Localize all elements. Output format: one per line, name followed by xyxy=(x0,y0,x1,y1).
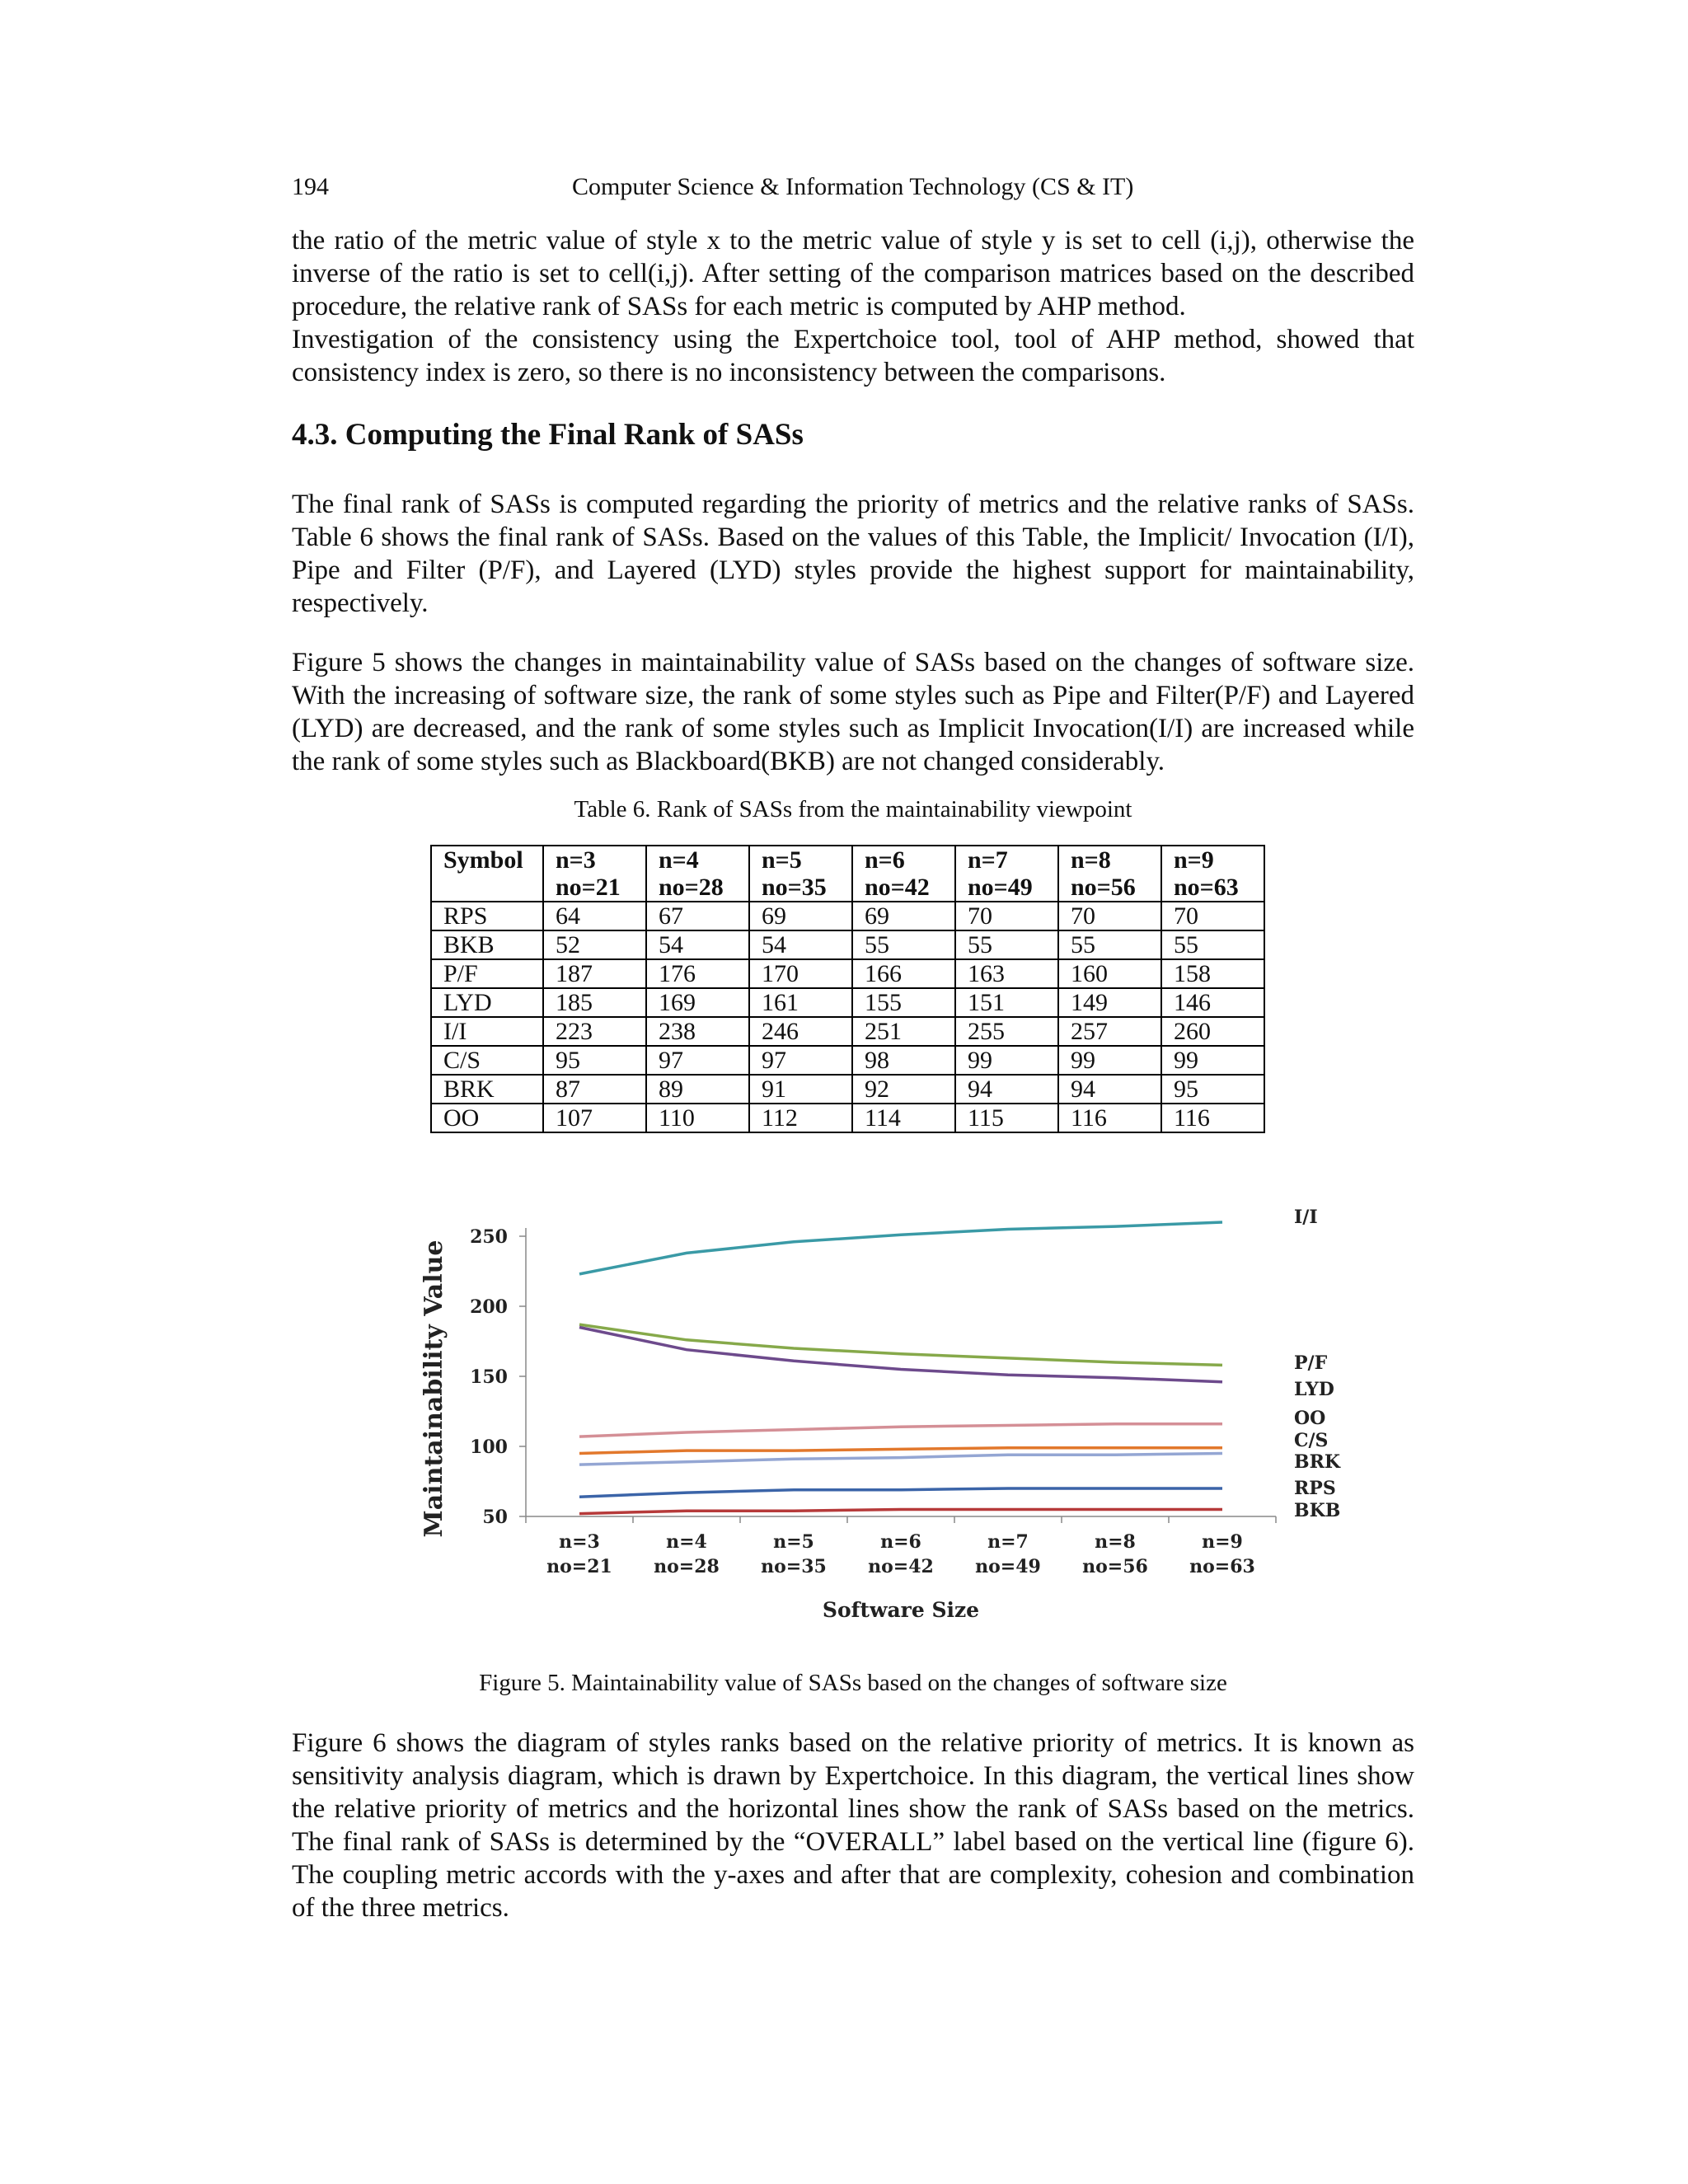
series-label: RPS xyxy=(1294,1478,1336,1499)
col-n: n=5 xyxy=(749,846,852,874)
row-symbol: OO xyxy=(431,1104,543,1132)
table-cell: 55 xyxy=(1161,930,1264,959)
table-cell: 91 xyxy=(749,1075,852,1104)
paragraph-intro xyxy=(292,224,1414,389)
table-cell: 238 xyxy=(646,1017,749,1046)
table-cell: 69 xyxy=(749,902,852,930)
table-cell: 255 xyxy=(955,1017,1058,1046)
paragraph-final-rank: The final rank of SASs is computed regarding the priority of metrics and the relative ranks of SASs. Table 6 shows the final rank of SASs. Based on the values of this Table, the Implicit/ Invocation (I/I), Pipe and Filter (P/F), and Layered (LYD) styles provide the highest support for maintainability, respectively. xyxy=(292,490,1414,618)
symbol-header: Symbol xyxy=(431,846,543,874)
y-tick-label: 100 xyxy=(470,1436,508,1458)
table-row xyxy=(431,1104,1264,1132)
table-cell: 223 xyxy=(543,1017,646,1046)
table-cell: 158 xyxy=(1161,959,1264,988)
series-line-bkb xyxy=(579,1510,1222,1514)
table-cell: 99 xyxy=(955,1046,1058,1075)
figure-caption: Figure 5. Maintainability value of SASs based on the changes of software size xyxy=(479,1670,1227,1696)
table-row xyxy=(431,1046,1264,1075)
col-n: n=7 xyxy=(955,846,1058,874)
table-cell: 97 xyxy=(646,1046,749,1075)
series-line-pf xyxy=(579,1324,1222,1365)
series-label: BRK xyxy=(1294,1451,1340,1473)
table-cell: 114 xyxy=(852,1104,955,1132)
table-cell: 70 xyxy=(1161,902,1264,930)
table-cell: 110 xyxy=(646,1104,749,1132)
table-cell: 166 xyxy=(852,959,955,988)
table-cell: 52 xyxy=(543,930,646,959)
row-symbol: C/S xyxy=(431,1046,543,1075)
table-cell: 97 xyxy=(749,1046,852,1075)
table-cell: 112 xyxy=(749,1104,852,1132)
row-symbol: I/I xyxy=(431,1017,543,1046)
table-cell: 257 xyxy=(1058,1017,1161,1046)
x-tick-label: no=42 xyxy=(868,1556,934,1577)
col-n: n=8 xyxy=(1058,846,1161,874)
x-axis-title: Software Size xyxy=(822,1598,980,1622)
table-cell: 54 xyxy=(646,930,749,959)
table-row xyxy=(431,1017,1264,1046)
table-caption: Table 6. Rank of SASs from the maintainability viewpoint xyxy=(574,796,1132,823)
x-tick-label: n=3 xyxy=(559,1531,600,1553)
table-header-row xyxy=(431,846,1264,874)
x-tick-label: n=7 xyxy=(987,1531,1029,1553)
table-cell: 70 xyxy=(955,902,1058,930)
table-cell: 99 xyxy=(1058,1046,1161,1075)
chart-labels xyxy=(1294,1207,1341,1521)
y-axis-title: Maintainability Value xyxy=(420,1240,448,1538)
col-n: n=9 xyxy=(1161,846,1264,874)
x-tick-label: no=21 xyxy=(546,1556,612,1577)
table-cell: 98 xyxy=(852,1046,955,1075)
table-cell: 55 xyxy=(1058,930,1161,959)
col-no: no=21 xyxy=(543,874,646,902)
x-tick-label: no=49 xyxy=(975,1556,1041,1577)
table-row xyxy=(431,902,1264,930)
table-cell: 160 xyxy=(1058,959,1161,988)
paragraph-figure6: Figure 6 shows the diagram of styles ranks based on the relative priority of metrics. It is known as sensitivity analysis diagram, which is drawn by Expertchoice. In this diagram, the vertical lines show the relative priority of metrics and the horizontal lines show the rank of SASs based on the metrics. The final rank of SASs is determined by the “OVERALL” label based on the vertical line (figure 6). The coupling metric accords with the y-axes and after that are complexity, cohesion and combination of the three metrics. xyxy=(292,1728,1414,1923)
row-symbol: BRK xyxy=(431,1075,543,1104)
table-cell: 146 xyxy=(1161,988,1264,1017)
col-no: no=49 xyxy=(955,874,1058,902)
table-cell: 55 xyxy=(852,930,955,959)
page-number: 194 xyxy=(292,173,329,200)
table-row xyxy=(431,1075,1264,1104)
series-label: I/I xyxy=(1294,1207,1318,1228)
table-cell: 95 xyxy=(543,1046,646,1075)
series-label: OO xyxy=(1294,1408,1326,1429)
journal-title: Computer Science & Information Technology (CS & IT) xyxy=(572,173,1134,200)
x-tick-label: no=28 xyxy=(654,1556,720,1577)
paragraph-figure5: Figure 5 shows the changes in maintainability value of SASs based on the changes of software size. With the increasing of software size, the rank of some styles such as Pipe and Filter(P/F) and Layered (LYD) are decreased, and the rank of some styles such as Implicit Invocation(I/I) are increased while the rank of some styles such as Blackboard(BKB) are not changed considerably. xyxy=(292,648,1414,776)
maintainability-chart xyxy=(396,1195,1343,1640)
y-tick-label: 50 xyxy=(482,1507,508,1528)
series-label: BKB xyxy=(1294,1500,1341,1521)
x-tick-label: n=8 xyxy=(1095,1531,1136,1553)
table-cell: 169 xyxy=(646,988,749,1017)
col-n: n=4 xyxy=(646,846,749,874)
series-line-oo xyxy=(579,1424,1222,1436)
chart-series xyxy=(579,1222,1222,1514)
table-cell: 246 xyxy=(749,1017,852,1046)
table-cell: 107 xyxy=(543,1104,646,1132)
x-tick-label: no=35 xyxy=(761,1556,827,1577)
paragraph-consistency: Investigation of the consistency using the Expertchoice tool, tool of AHP method, showed that consistency index is zero, so there is no inconsistency between the comparisons. xyxy=(292,325,1414,387)
table-cell: 99 xyxy=(1161,1046,1264,1075)
col-no: no=63 xyxy=(1161,874,1264,902)
series-label: P/F xyxy=(1294,1352,1328,1374)
table-cell: 116 xyxy=(1161,1104,1264,1132)
table-cell: 176 xyxy=(646,959,749,988)
x-tick-label: n=5 xyxy=(773,1531,814,1553)
col-no: no=42 xyxy=(852,874,955,902)
series-label: C/S xyxy=(1294,1430,1329,1451)
table-cell: 251 xyxy=(852,1017,955,1046)
series-line-cs xyxy=(579,1448,1222,1454)
y-tick-label: 200 xyxy=(470,1296,508,1318)
row-symbol: BKB xyxy=(431,930,543,959)
col-no: no=35 xyxy=(749,874,852,902)
row-symbol: P/F xyxy=(431,959,543,988)
series-line-rps xyxy=(579,1488,1222,1497)
row-symbol: RPS xyxy=(431,902,543,930)
table-row xyxy=(431,959,1264,988)
x-tick-label: n=4 xyxy=(666,1531,707,1553)
col-n: n=6 xyxy=(852,846,955,874)
x-tick-label: no=63 xyxy=(1189,1556,1255,1577)
table-cell: 115 xyxy=(955,1104,1058,1132)
rank-table xyxy=(430,845,1265,1133)
col-no: no=28 xyxy=(646,874,749,902)
table-cell: 170 xyxy=(749,959,852,988)
table-cell: 149 xyxy=(1058,988,1161,1017)
table-cell: 54 xyxy=(749,930,852,959)
table-cell: 161 xyxy=(749,988,852,1017)
table-cell: 260 xyxy=(1161,1017,1264,1046)
table-header-row xyxy=(431,874,1264,902)
table-cell: 64 xyxy=(543,902,646,930)
table-cell: 95 xyxy=(1161,1075,1264,1104)
table-cell: 151 xyxy=(955,988,1058,1017)
page-header xyxy=(292,173,1421,209)
y-tick-label: 150 xyxy=(470,1366,508,1388)
x-tick-label: n=6 xyxy=(880,1531,921,1553)
series-line-ii xyxy=(579,1222,1222,1274)
series-line-brk xyxy=(579,1454,1222,1465)
x-tick-label: no=56 xyxy=(1082,1556,1148,1577)
table-cell: 87 xyxy=(543,1075,646,1104)
table-cell: 67 xyxy=(646,902,749,930)
table-cell: 187 xyxy=(543,959,646,988)
paragraph-ratio: the ratio of the metric value of style x to the metric value of style y is set to cell (i,j), otherwise the inverse of the ratio is set to cell(i,j). After setting of the comparison matrices based on the described procedure, the relative rank of SASs for each metric is computed by AHP method. xyxy=(292,226,1414,321)
table-cell: 55 xyxy=(955,930,1058,959)
x-tick-label: n=9 xyxy=(1202,1531,1243,1553)
table-cell: 69 xyxy=(852,902,955,930)
section-heading: 4.3. Computing the Final Rank of SASs xyxy=(292,418,804,452)
table-cell: 89 xyxy=(646,1075,749,1104)
table-cell: 155 xyxy=(852,988,955,1017)
table-row xyxy=(431,988,1264,1017)
col-n: n=3 xyxy=(543,846,646,874)
table-cell: 94 xyxy=(955,1075,1058,1104)
table-cell: 185 xyxy=(543,988,646,1017)
table-cell: 92 xyxy=(852,1075,955,1104)
y-tick-label: 250 xyxy=(470,1226,508,1248)
row-symbol: LYD xyxy=(431,988,543,1017)
table-cell: 70 xyxy=(1058,902,1161,930)
col-no: no=56 xyxy=(1058,874,1161,902)
series-label: LYD xyxy=(1294,1379,1334,1400)
table-row xyxy=(431,930,1264,959)
table-cell: 94 xyxy=(1058,1075,1161,1104)
table-cell: 116 xyxy=(1058,1104,1161,1132)
table-cell: 163 xyxy=(955,959,1058,988)
